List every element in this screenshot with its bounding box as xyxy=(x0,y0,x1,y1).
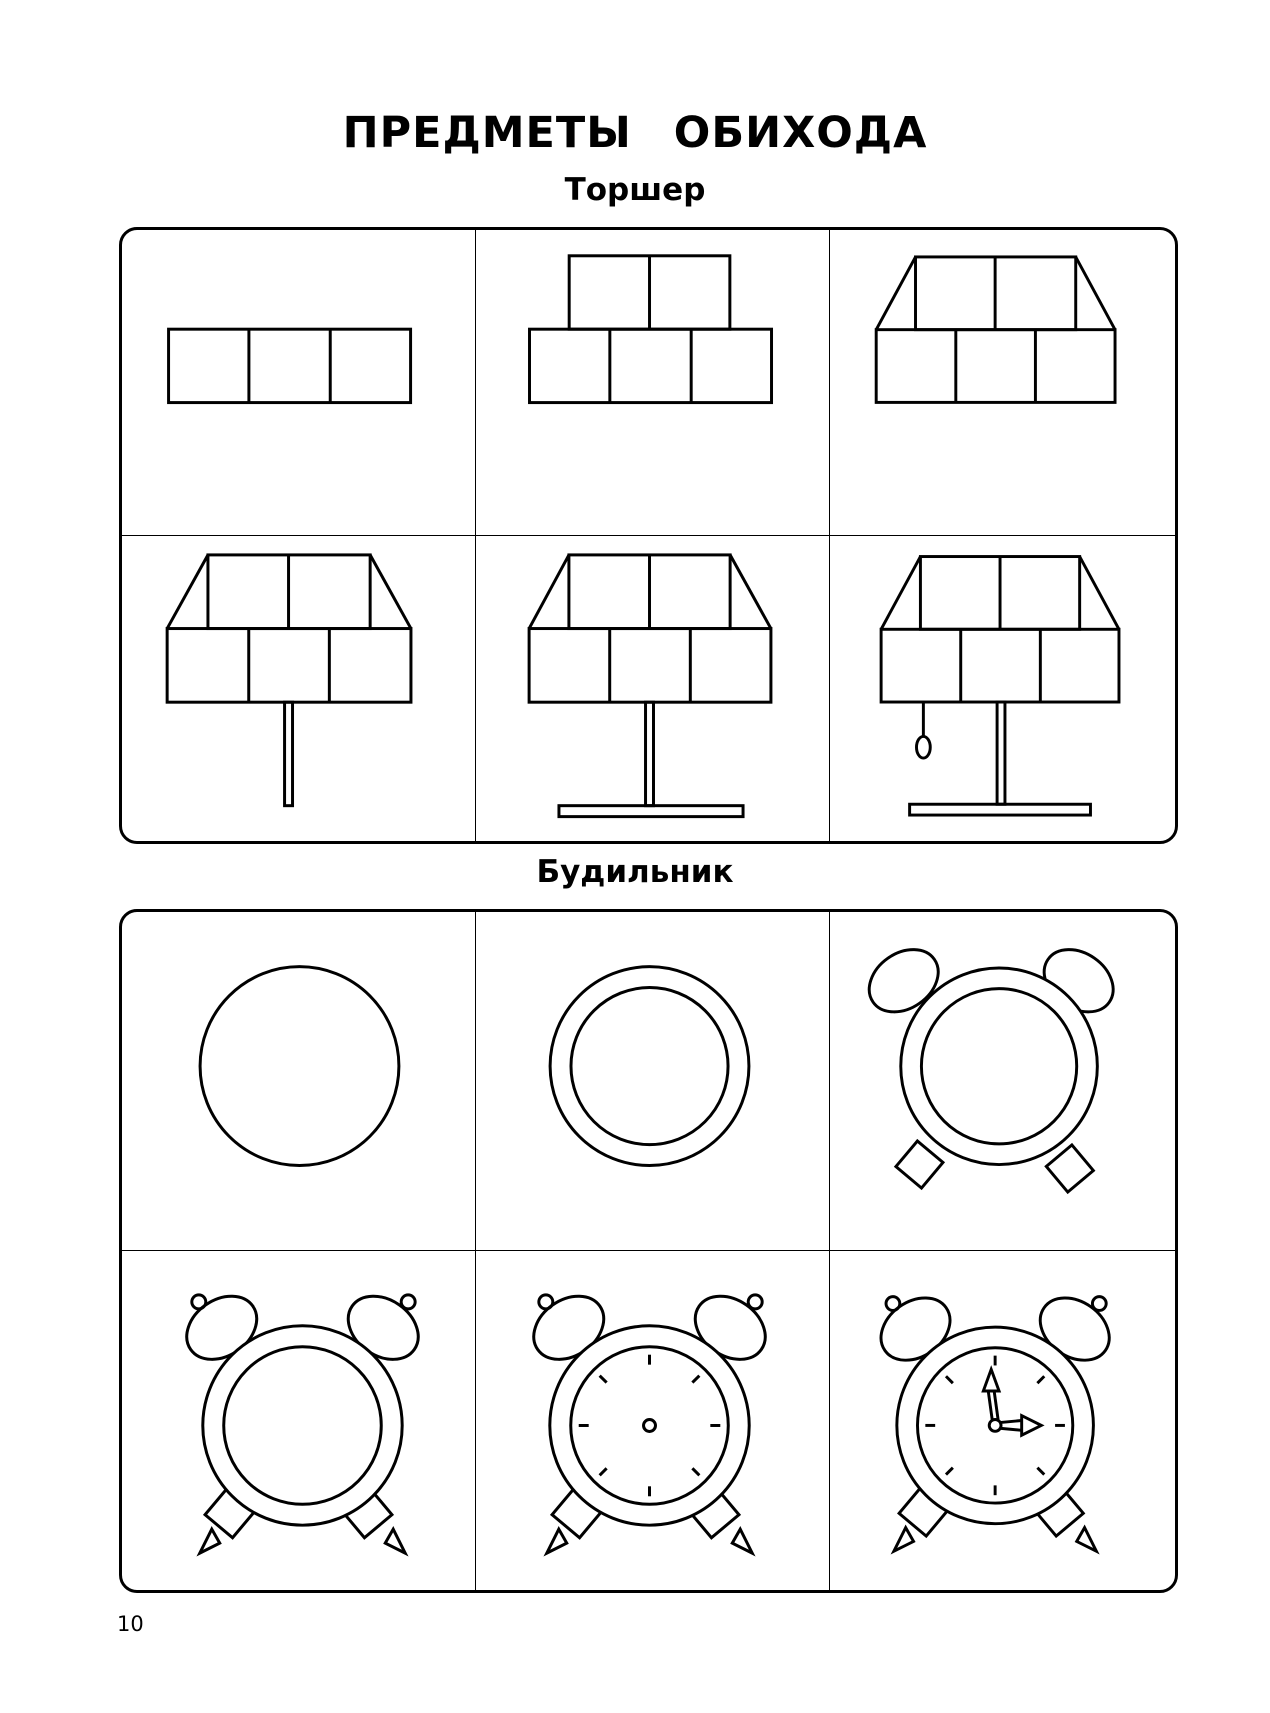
lamp-shade-tiers-icon xyxy=(476,230,829,535)
clock-bells-feet-icon xyxy=(830,912,1175,1250)
clock-body-details-icon xyxy=(122,1251,475,1590)
lamp-step-3-cell xyxy=(830,230,1175,536)
lamp-with-stand-icon xyxy=(476,536,829,842)
lamp-shade-pole-icon xyxy=(122,536,475,842)
lamp-step-5-cell xyxy=(476,536,830,842)
lamp-shade-icon xyxy=(830,230,1175,535)
alarm-clock-step-6-cell xyxy=(830,1251,1175,1590)
lamp-step-6-cell xyxy=(830,536,1175,842)
alarm-clock-step-4-cell xyxy=(122,1251,476,1590)
alarm-clock-complete-icon xyxy=(830,1251,1175,1590)
circle-icon xyxy=(122,912,475,1250)
alarm-clock-step-1-cell xyxy=(122,912,476,1251)
lamp-steps-panel xyxy=(119,227,1178,844)
lamp-step-4-cell xyxy=(122,536,476,842)
lamp-steps-grid xyxy=(122,230,1175,841)
alarm-clock-step-2-cell xyxy=(476,912,830,1251)
clock-face-ticks-icon xyxy=(476,1251,829,1590)
page-title: ПРЕДМЕТЫ ОБИХОДА xyxy=(342,108,928,158)
alarm-clock-steps-grid xyxy=(122,912,1175,1590)
page-number: 10 xyxy=(117,1612,144,1636)
section-title-alarm-clock: Будильник xyxy=(536,854,734,890)
lamp-step-2-cell xyxy=(476,230,830,536)
floor-lamp-complete-icon xyxy=(830,536,1175,842)
alarm-clock-step-3-cell xyxy=(830,912,1175,1251)
alarm-clock-steps-panel xyxy=(119,909,1178,1593)
lamp-step-1-cell xyxy=(122,230,476,536)
alarm-clock-step-5-cell xyxy=(476,1251,830,1590)
double-ring-icon xyxy=(476,912,829,1250)
lamp-shade-base-icon xyxy=(122,230,475,535)
section-title-lamp: Торшер xyxy=(564,172,706,208)
